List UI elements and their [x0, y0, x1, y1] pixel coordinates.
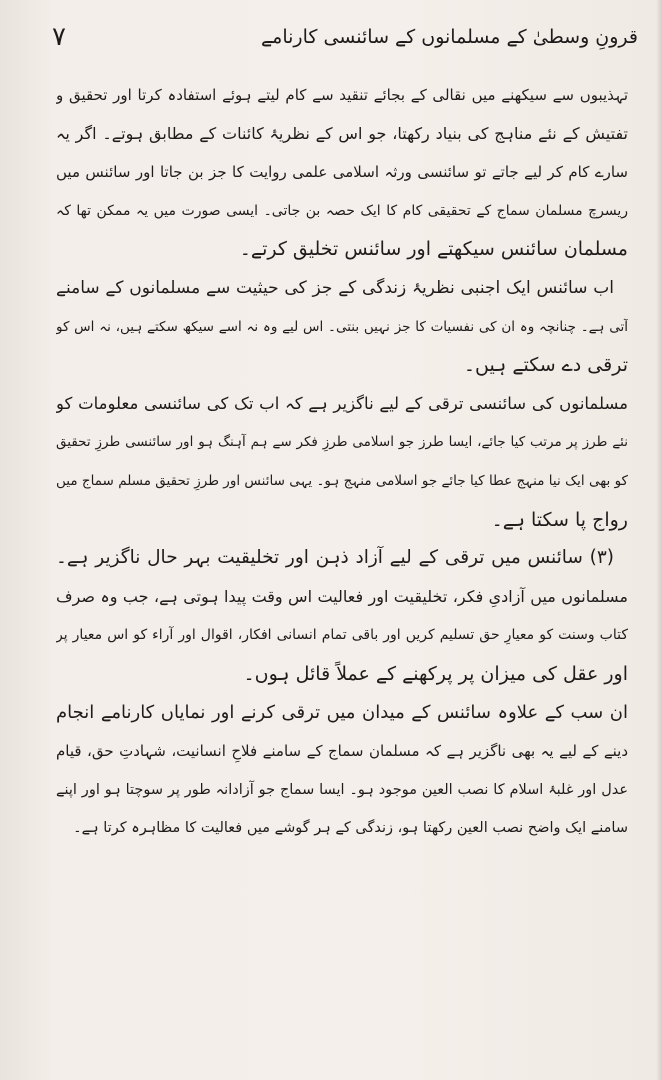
text-line: ریسرچ مسلمان سماج کے تحقیقی کام کا ایک حصہ بن جاتی۔ ایسی صورت میں یہ ممکن تھا کہ: [56, 202, 628, 219]
paragraph-4: [56, 539, 628, 693]
text-line: تفتیش کے نئے مناہج کی بنیاد رکھتا، جو اس کے نظریۂ کائنات کے مطابق ہوتے۔ اگر یہ: [56, 123, 628, 143]
text-line: اب سائنس ایک اجنبی نظریۂ زندگی کے جز کی حیثیت سے مسلمانوں کے سامنے: [56, 277, 614, 298]
text-line: تہذیبوں سے سیکھنے میں نقالی کے بجائے تنقید سے کام لیتے ہوئے استفادہ کرتا اور تحقیق و: [56, 86, 628, 104]
paragraph-2: [56, 269, 628, 385]
text-line: سارے کام کر لیے جاتے تو سائنسی ورثہ اسلامی علمی روایت کا جز بن جاتا اور سائنس میں: [56, 163, 628, 182]
text-line: کتاب وسنت کو معیارِ حق تسلیم کریں اور باقی تمام انسانی افکار، اقوال اور آراء کو اس معیار پر: [56, 627, 628, 644]
text-line: نئے طرز پر مرتب کیا جائے، ایسا طرز جو اسلامی طرزِ فکر سے ہم آہنگ ہو اور سائنسی طرزِ تحقیق: [56, 434, 628, 451]
text-line: دینے کے لیے یہ بھی ناگزیر ہے کہ مسلمان سماج کے سامنے فلاحِ انسانیت، شہادتِ حق، قیام: [56, 742, 628, 761]
paragraph-1: [56, 76, 628, 269]
text-line: ترقی دے سکتے ہیں۔: [463, 354, 628, 377]
text-line: عدل اور غلبۂ اسلام کا نصب العین موجود ہو۔ ایسا سماج جو آزادانہ طور پر سوچتا ہو اور اپنے: [56, 781, 628, 798]
page-header: [52, 20, 638, 54]
text-line: سامنے ایک واضح نصب العین رکھتا ہو، زندگی کے ہر گوشے میں فعالیت کا مظاہرہ کرتا ہے۔: [73, 820, 628, 837]
page-number: ٧: [52, 22, 66, 52]
text-line: آتی ہے۔ چنانچہ وہ ان کی نفسیات کا جز نہیں بنتی۔ اس لیے وہ نہ اسے سیکھ سکتے ہیں، نہ اس کو: [56, 318, 628, 335]
page-edge-shadow: [656, 0, 662, 1080]
text-line: مسلمانوں میں آزادیِ فکر، تخلیقیت اور فعالیت اس وقت پیدا ہوتی ہے، جب وہ صرف: [56, 586, 628, 606]
paragraph-3: [56, 385, 628, 539]
text-line: مسلمان سائنس سیکھتے اور سائنس تخلیق کرتے۔: [239, 238, 628, 261]
text-line: ان سب کے علاوہ سائنس کے میدان میں ترقی کرنے اور نمایاں کارنامے انجام: [56, 701, 628, 723]
text-line: کو بھی ایک نیا منہج عطا کیا جائے جو اسلامی منہج ہو۔ یہی سائنس اور طرزِ تحقیق مسلم سماج میں: [56, 472, 628, 489]
text-line: مسلمانوں کی سائنسی ترقی کے لیے ناگزیر ہے کہ اب تک کی سائنسی معلومات کو: [56, 393, 628, 413]
text-line: (۳) سائنس میں ترقی کے لیے آزاد ذہن اور تخلیقیت بہر حال ناگزیر ہے۔: [56, 547, 614, 569]
paragraph-5: [56, 694, 628, 848]
text-line: رواج پا سکتا ہے۔: [491, 508, 628, 531]
text-line: اور عقل کی میزان پر پرکھنے کے عملاً قائل ہوں۔: [243, 662, 628, 685]
running-title: قرونِ وسطیٰ کے مسلمانوں کے سائنسی کارنامے: [261, 26, 638, 48]
page-body: [56, 76, 628, 848]
